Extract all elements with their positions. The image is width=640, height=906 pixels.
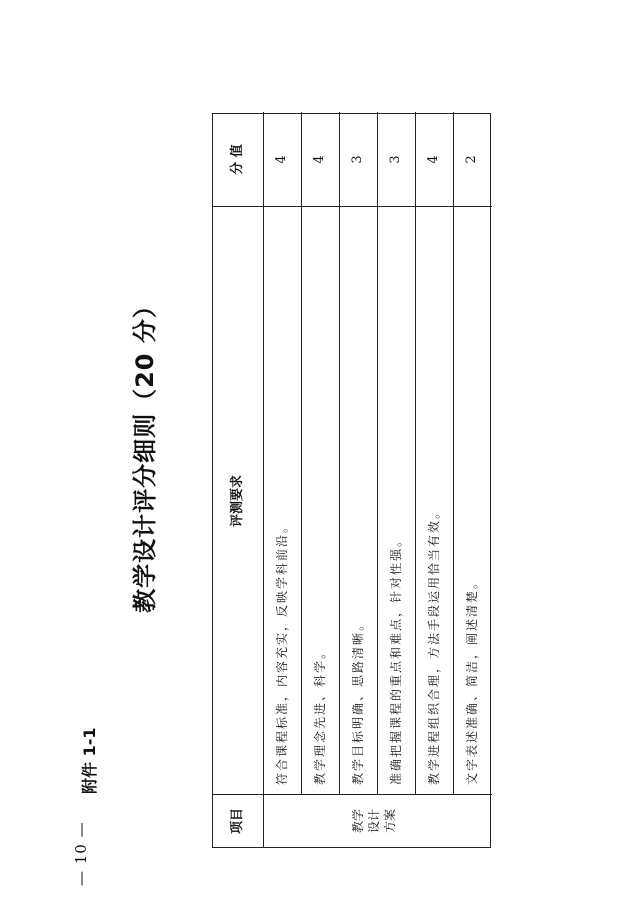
scoring-table (212, 113, 491, 848)
score-cell: 4 (274, 155, 289, 164)
requirement-cell: 教学目标明确、思路清晰。 (351, 616, 365, 785)
category-cell (263, 795, 492, 847)
header-requirements: 评测要求 (230, 475, 245, 528)
score-cell: 4 (312, 155, 327, 164)
category-line: 设计 (367, 809, 382, 834)
attachment-label: 附件 1-1 (80, 727, 99, 794)
category-line: 教学 (351, 809, 365, 834)
page-title: 教学设计评分细则（20 分） (131, 293, 159, 613)
score-cell: 3 (350, 155, 365, 164)
requirement-cell: 准确把握课程的重点和难点，针对性强。 (389, 532, 403, 785)
requirement-cell: 教学进程组织合理，方法手段运用恰当有效。 (427, 504, 441, 785)
page-number: — 10 — (72, 821, 90, 886)
header-score: 分 值 (230, 144, 245, 175)
requirement-cell: 文字表述准确、简洁，阐述清楚。 (465, 574, 479, 785)
category-line: 方案 (383, 809, 398, 834)
requirement-cell: 教学理念先进、科学。 (313, 644, 327, 785)
score-cell: 2 (464, 155, 479, 164)
requirement-cell: 符合课程标准，内容充实，反映学科前沿。 (275, 518, 289, 785)
score-cell: 4 (426, 155, 441, 164)
header-item: 项目 (230, 808, 245, 835)
score-cell: 3 (388, 155, 403, 164)
